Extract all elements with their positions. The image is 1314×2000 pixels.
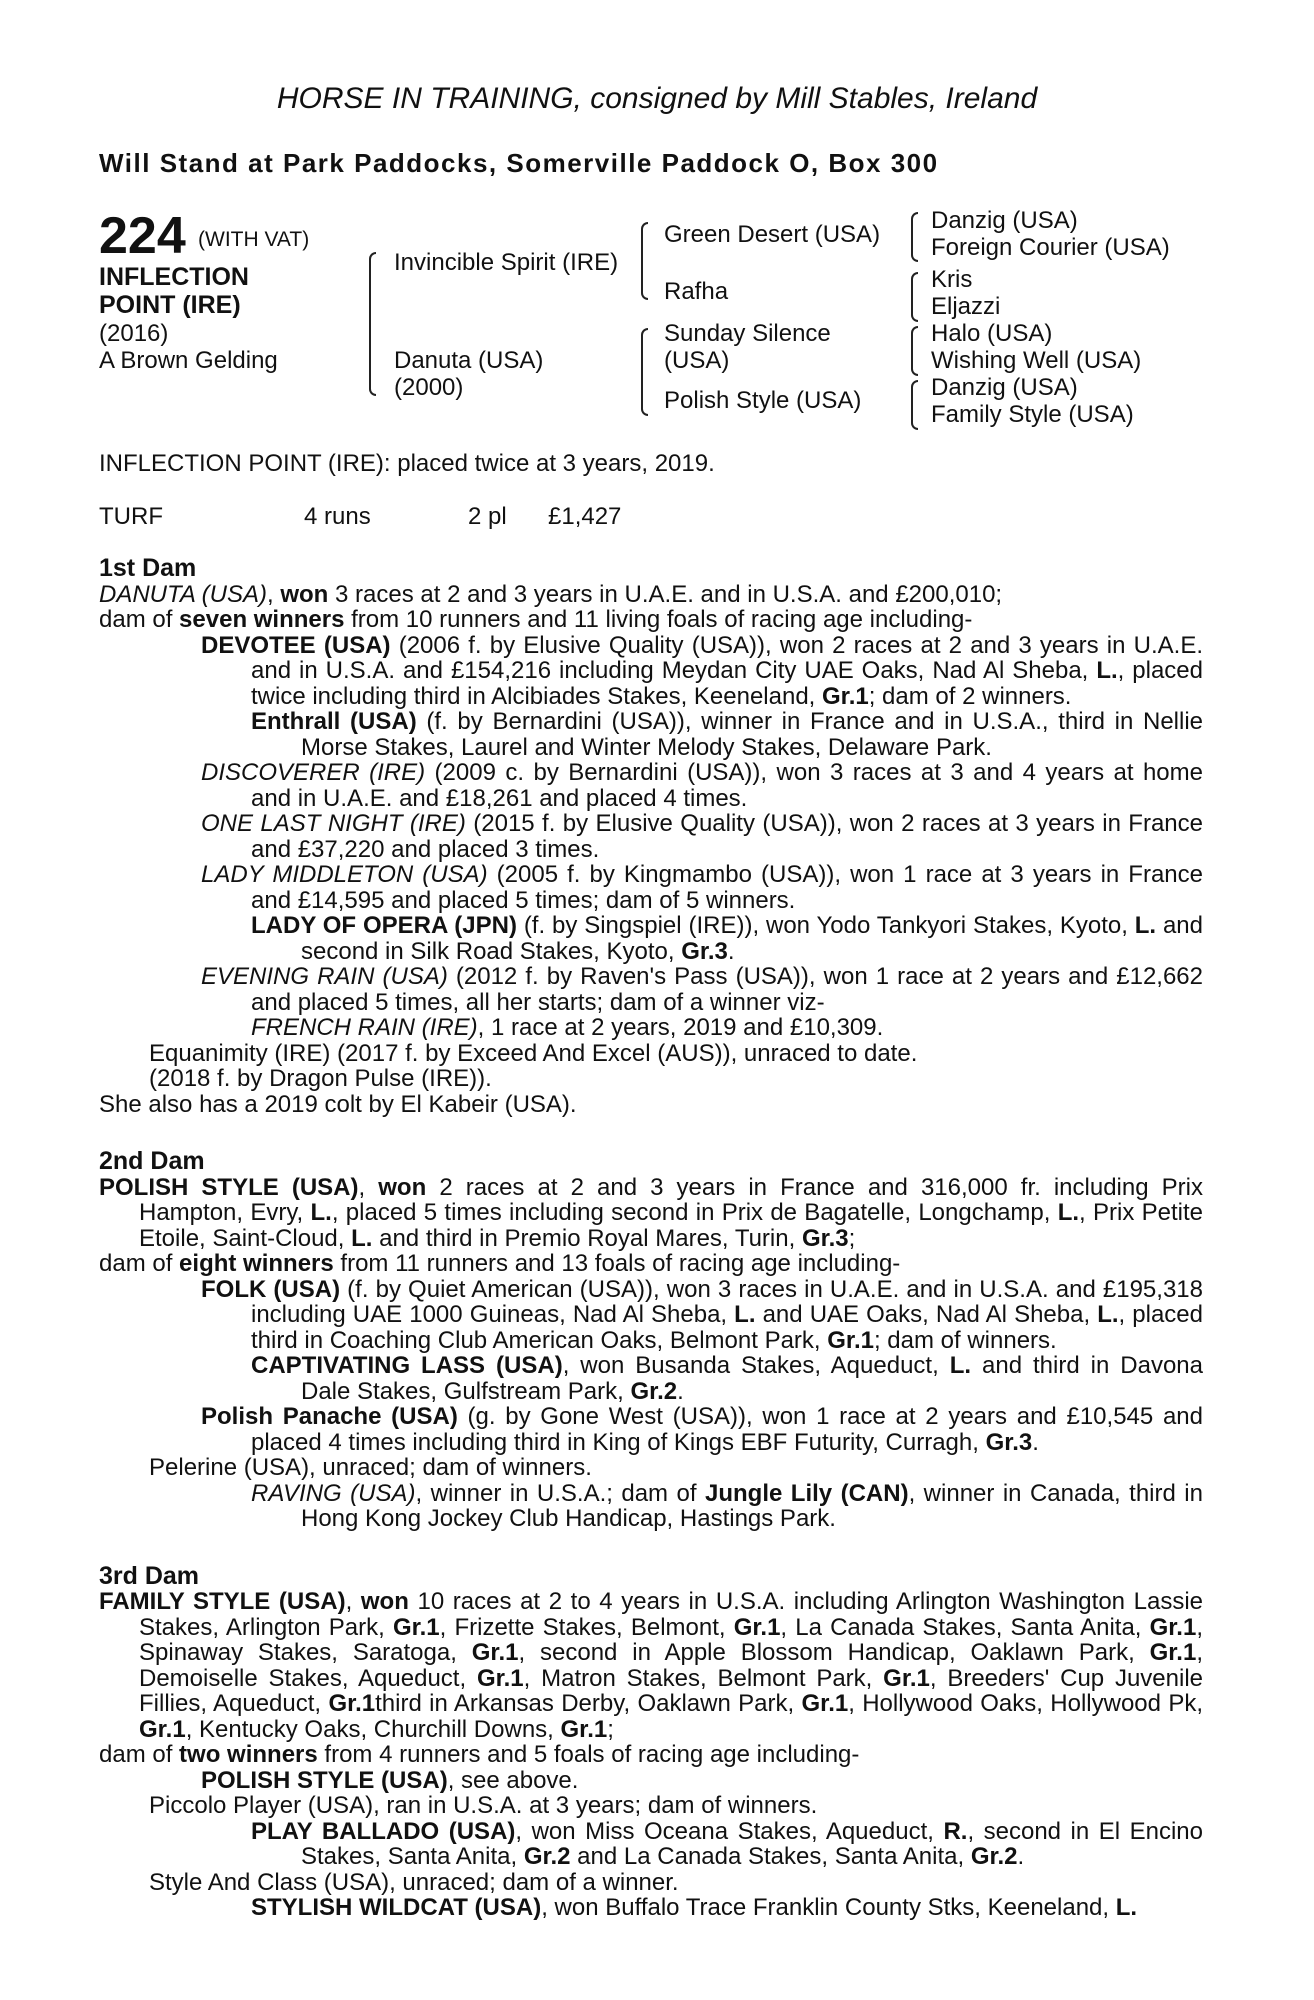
bold-run: L. <box>1115 1894 1138 1921</box>
bold-run: Gr.1 <box>827 1326 874 1354</box>
dam1-foal-lady-middleton <box>99 862 1203 913</box>
text-run: Piccolo Player (USA), ran in U.S.A. at 3 years; dam of winners. <box>149 1792 818 1819</box>
dam1-foal-french-rain <box>99 1015 1203 1041</box>
brace-dam-parents <box>641 328 648 416</box>
pedigree-g5: Halo (USA) <box>931 320 1053 347</box>
text-run: , placed 5 times including second in Prix de Bagatelle, Longchamp, <box>331 1199 1058 1226</box>
pedigree-g8: Family Style (USA) <box>931 401 1134 428</box>
text-run: and UAE Oaks, Nad Al Sheba, <box>755 1301 1098 1328</box>
bold-run: L. <box>1097 1301 1119 1328</box>
dam3-foal-polish-style <box>99 1768 1203 1794</box>
bold-run: LADY OF OPERA (JPN) <box>251 912 517 939</box>
bold-run: R. <box>943 1817 968 1845</box>
bold-run: Gr.1 <box>392 1613 440 1641</box>
bold-run: Gr.2 <box>970 1843 1018 1870</box>
bold-run: won <box>378 1173 427 1201</box>
bold-run: Gr.1 <box>139 1715 186 1743</box>
bold-run: Jungle Lily (CAN) <box>704 1479 909 1507</box>
dam1-record <box>99 582 1203 608</box>
pedigree-g1: Danzig (USA) <box>931 207 1078 234</box>
dam1-foal-enthrall <box>99 709 1203 760</box>
bold-run: L. <box>1096 657 1118 684</box>
stand-location: Will Stand at Park Paddocks, Somerville Paddock O, Box 300 <box>99 148 939 178</box>
pedigree-g6: Wishing Well (USA) <box>931 347 1142 374</box>
text-run: from 4 runners and 5 foals of racing age including- <box>317 1741 860 1768</box>
catalogue-header: HORSE IN TRAINING, consigned by Mill Stables, Ireland <box>276 82 1038 115</box>
record-surface: TURF <box>99 503 163 530</box>
dam1-foal-2019 <box>99 1092 1203 1118</box>
text-run: 3 races at 2 and 3 years in U.A.E. and in U.S.A. and £200,010; <box>328 580 1003 608</box>
section-gap <box>99 1532 1203 1564</box>
text-run: , won Busanda Stakes, Aqueduct, <box>562 1352 950 1379</box>
brace-sire-dam <box>369 252 376 396</box>
text-run: from 11 runners and 13 foals of racing age including- <box>333 1250 901 1277</box>
text-run: , winner in Canada, third in Hong Kong Jockey Club Handicap, Hastings Park. <box>301 1479 1203 1532</box>
text-run: , <box>267 580 281 608</box>
horse-name-line1: INFLECTION <box>99 263 249 291</box>
italic-run: LADY MIDDLETON (USA) <box>201 861 488 888</box>
bold-run: Gr.3 <box>985 1428 1033 1456</box>
text-run: Style And Class (USA), unraced; dam of a winner. <box>149 1868 679 1896</box>
bold-run: FAMILY STYLE (USA) <box>99 1588 346 1615</box>
dam1-foal-lady-of-opera <box>99 913 1203 964</box>
bold-run: Gr.1 <box>822 682 869 710</box>
horse-name <box>99 263 249 319</box>
text-run: , Hollywood Oaks, Hollywood Pk, <box>848 1690 1204 1717</box>
bold-run: Gr.1 <box>1149 1613 1197 1641</box>
horse-name-line2: POINT (IRE) <box>99 291 241 319</box>
dam1-foal-one-last-night <box>99 811 1203 862</box>
bold-run: DEVOTEE (USA) <box>201 631 391 659</box>
record-placed: 2 pl <box>468 503 507 530</box>
brace-g2 <box>911 272 918 322</box>
text-run: (2015 f. by Elusive Quality (USA)), won 2 races at 3 years in France and £37,220 and placed 3 times. <box>251 810 1204 863</box>
bold-run: won <box>280 580 329 608</box>
lot-number: 224 <box>99 207 186 265</box>
text-run: . <box>1032 1428 1039 1456</box>
bold-run: Gr.1 <box>560 1715 608 1743</box>
dam1-heading: 1st Dam <box>99 554 197 582</box>
dam2-heading: 2nd Dam <box>99 1147 205 1175</box>
text-run: (2012 f. by Raven's Pass (USA)), won 1 race at 2 years and £12,662 and placed 5 times, all her starts; dam of a winner viz- <box>251 963 1203 1016</box>
dam3-foal-stylish-wildcat <box>99 1895 1203 1921</box>
bold-run: STYLISH WILDCAT (USA) <box>251 1894 542 1921</box>
text-run: , Frizette Stakes, Belmont, <box>439 1613 734 1641</box>
text-run: , La Canada Stakes, Santa Anita, <box>780 1613 1150 1641</box>
pedigree-dam-year: (2000) <box>394 374 464 401</box>
pedigree-g3: Kris <box>931 266 973 293</box>
dam2-foal-polish-panache <box>99 1404 1203 1455</box>
bold-run: Gr.1 <box>883 1664 930 1692</box>
dam3-foal-piccolo-player <box>99 1793 1203 1819</box>
text-run: . <box>727 937 735 965</box>
dam1-foal-devotee <box>99 633 1203 710</box>
section-gap <box>99 1117 1203 1149</box>
text-run: ; <box>848 1224 856 1252</box>
pedigree-dam-sire-line1: Sunday Silence <box>664 320 831 347</box>
italic-run: DANUTA (USA) <box>99 580 267 608</box>
text-run: , Prix Petite Etoile, Saint-Cloud, <box>139 1199 1203 1252</box>
pedigree-sire-dam: Rafha <box>664 278 729 305</box>
text-run: (f. by Quiet American (USA)), won 3 races in U.A.E. and in U.S.A. and £195,318 including UAE 1000 Guineas, Nad Al Sheba, <box>251 1275 1203 1328</box>
racing-summary: INFLECTION POINT (IRE): placed twice at 3 years, 2019. <box>99 450 715 477</box>
horse-description: A Brown Gelding <box>99 347 278 374</box>
text-run: , <box>345 1588 361 1615</box>
text-run: dam of <box>99 606 180 633</box>
dam2-foal-folk <box>99 1277 1203 1354</box>
bold-run: POLISH STYLE (USA) <box>201 1766 448 1794</box>
bold-run: Gr.1 <box>733 1613 781 1641</box>
text-run: dam of <box>99 1250 180 1277</box>
pedigree-sire-sire: Green Desert (USA) <box>664 221 881 248</box>
text-run: (f. by Bernardini (USA)), winner in France and in U.S.A., third in Nellie Morse Stakes, Laurel and Winter Melody Stakes, Delaware Park. <box>301 708 1204 761</box>
dam1-foal-discoverer <box>99 760 1203 811</box>
record-runs: 4 runs <box>304 503 371 530</box>
italic-run: ONE LAST NIGHT (IRE) <box>201 810 466 837</box>
bold-run: Gr.3 <box>681 937 728 965</box>
dam3-foal-play-ballado <box>99 1819 1203 1870</box>
dam2-record <box>99 1175 1203 1252</box>
text-run: ; dam of winners. <box>873 1326 1057 1354</box>
text-run: and third in Premio Royal Mares, Turin, <box>372 1224 802 1252</box>
record-earnings: £1,427 <box>548 503 622 530</box>
text-run: 2 races at 2 and 3 years in France and 316,000 fr. including Prix Hampton, Evry, <box>139 1173 1203 1226</box>
text-run: She also has a 2019 colt by El Kabeir (USA). <box>99 1090 577 1118</box>
text-run: . <box>677 1377 684 1405</box>
text-run: and third in Davona Dale Stakes, Gulfstream Park, <box>301 1352 1204 1405</box>
bold-run: CAPTIVATING LASS (USA) <box>251 1352 563 1379</box>
dam1-foal-equanimity <box>99 1041 1203 1067</box>
text-run: (2009 c. by Bernardini (USA)), won 3 races at 3 and 4 years at home and in U.A.E. and £18,261 and placed 4 times. <box>251 759 1203 812</box>
text-run: , won Buffalo Trace Franklin County Stks, Keeneland, <box>541 1894 1116 1921</box>
pedigree-dam-dam: Polish Style (USA) <box>664 387 862 414</box>
bold-run: Polish Panache (USA) <box>201 1403 458 1430</box>
bold-run: Gr.1 <box>328 1690 376 1717</box>
vat-label: (WITH VAT) <box>198 228 310 251</box>
italic-run: FRENCH RAIN (IRE) <box>251 1014 478 1041</box>
brace-g3 <box>911 326 918 376</box>
text-run: , winner in U.S.A.; dam of <box>415 1479 705 1507</box>
bold-run: L. <box>949 1352 972 1379</box>
dam2-foal-captivating-lass <box>99 1353 1203 1404</box>
text-run: Equanimity (IRE) (2017 f. by Exceed And Excel (AUS)), unraced to date. <box>149 1039 918 1067</box>
bold-run: Gr.3 <box>801 1224 849 1252</box>
text-run: , Demoiselle Stakes, Aqueduct, <box>139 1639 1203 1692</box>
text-run: from 10 runners and 11 living foals of racing age including- <box>344 606 973 633</box>
bold-run: Gr.1 <box>476 1664 524 1692</box>
text-run: , won Miss Oceana Stakes, Aqueduct, <box>515 1817 944 1845</box>
dam3-produce-summary <box>99 1742 1203 1768</box>
text-run: , Spinaway Stakes, Saratoga, <box>139 1613 1203 1666</box>
text-run: Pelerine (USA), unraced; dam of winners. <box>149 1454 592 1481</box>
dam2-produce-summary <box>99 1251 1203 1277</box>
dam3-record <box>99 1589 1203 1742</box>
dam3-heading: 3rd Dam <box>99 1561 200 1590</box>
text-run: (g. by Gone West (USA)), won 1 race at 2 years and £10,545 and placed 4 times including third in King of Kings EBF Futurity, Curragh, <box>251 1403 1203 1456</box>
bold-run: L. <box>351 1224 373 1252</box>
bold-run: L. <box>1057 1199 1080 1226</box>
text-run: and La Canada Stakes, Santa Anita, <box>570 1843 971 1870</box>
text-run: (2018 f. by Dragon Pulse (IRE)). <box>149 1065 492 1092</box>
bold-run: L. <box>1134 912 1157 939</box>
brace-g1 <box>911 212 918 262</box>
dam1-foal-evening-rain <box>99 964 1203 1015</box>
brace-sire-parents <box>641 222 648 300</box>
text-run: and second in Silk Road Stakes, Kyoto, <box>301 912 1203 965</box>
bold-run: Gr.2 <box>630 1377 678 1405</box>
text-run: , Matron Stakes, Belmont Park, <box>523 1664 884 1692</box>
text-run: (f. by Singspiel (IRE)), won Yodo Tankyori Stakes, Kyoto, <box>516 912 1135 939</box>
dam1-produce-summary <box>99 607 1203 633</box>
text-run: ; dam of 2 winners. <box>868 682 1072 710</box>
text-run: , 1 race at 2 years, 2019 and £10,309. <box>477 1014 884 1041</box>
brace-g4 <box>911 380 918 430</box>
dam2-foal-raving <box>99 1481 1203 1532</box>
bold-run: L. <box>734 1301 756 1328</box>
pedigree-dam: Danuta (USA) <box>394 347 544 374</box>
italic-run: DISCOVERER (IRE) <box>201 759 426 786</box>
text-run: , second in El Encino Stakes, Santa Anita, <box>301 1817 1203 1870</box>
text-run: , placed twice including third in Alcibiades Stakes, Keeneland, <box>251 657 1203 710</box>
text-run: , <box>358 1173 379 1201</box>
pedigree-g4: Eljazzi <box>931 293 1001 320</box>
bold-run: PLAY BALLADO (USA) <box>251 1817 516 1845</box>
text-run: , placed third in Coaching Club American Oaks, Belmont Park, <box>251 1301 1203 1354</box>
bold-run: Gr.1 <box>471 1639 519 1666</box>
bold-run: Enthrall (USA) <box>251 708 417 735</box>
bold-run: seven winners <box>179 606 345 633</box>
bold-run: Gr.1 <box>1149 1639 1197 1666</box>
bold-run: Gr.1 <box>801 1690 849 1717</box>
produce-record <box>99 556 1203 1921</box>
text-run: , Breeders' Cup Juvenile Fillies, Aqueduct, <box>139 1664 1203 1717</box>
bold-run: eight winners <box>179 1250 334 1277</box>
text-run: . <box>1017 1843 1025 1870</box>
text-run: , see above. <box>447 1766 579 1794</box>
bold-run: Gr.2 <box>523 1843 571 1870</box>
dam3-foal-style-and-class <box>99 1870 1203 1896</box>
dam1-foal-2018 <box>99 1066 1203 1092</box>
pedigree-dam-sire-line2: (USA) <box>664 347 730 374</box>
pedigree-g2: Foreign Courier (USA) <box>931 234 1170 261</box>
pedigree-g7: Danzig (USA) <box>931 374 1078 401</box>
text-run: ; <box>607 1715 614 1743</box>
foaling-year: (2016) <box>99 320 169 347</box>
text-run: , Kentucky Oaks, Churchill Downs, <box>185 1715 561 1743</box>
text-run: (2005 f. by Kingmambo (USA)), won 1 race at 3 years in France and £14,595 and placed 5 times; dam of 5 winners. <box>251 861 1203 914</box>
text-run: , second in Apple Blossom Handicap, Oaklawn Park, <box>518 1639 1150 1666</box>
text-run: dam of <box>99 1741 180 1768</box>
bold-run: POLISH STYLE (USA) <box>99 1173 359 1201</box>
dam2-foal-pelerine <box>99 1455 1203 1481</box>
pedigree-sire: Invincible Spirit (IRE) <box>394 249 619 276</box>
italic-run: EVENING RAIN (USA) <box>201 963 448 990</box>
text-run: third in Arkansas Derby, Oaklawn Park, <box>375 1690 802 1717</box>
bold-run: two winners <box>179 1741 318 1768</box>
text-run: (2006 f. by Elusive Quality (USA)), won 2 races at 2 and 3 years in U.A.E. and in U.S.A. and £154,216 including Meydan City UAE Oaks, Nad Al Sheba, <box>251 631 1204 684</box>
bold-run: L. <box>310 1199 332 1226</box>
italic-run: RAVING (USA) <box>251 1479 416 1507</box>
text-run: 10 races at 2 to 4 years in U.S.A. including Arlington Washington Lassie Stakes, Arlington Park, <box>139 1588 1203 1641</box>
bold-run: FOLK (USA) <box>201 1275 341 1303</box>
bold-run: won <box>360 1588 409 1615</box>
